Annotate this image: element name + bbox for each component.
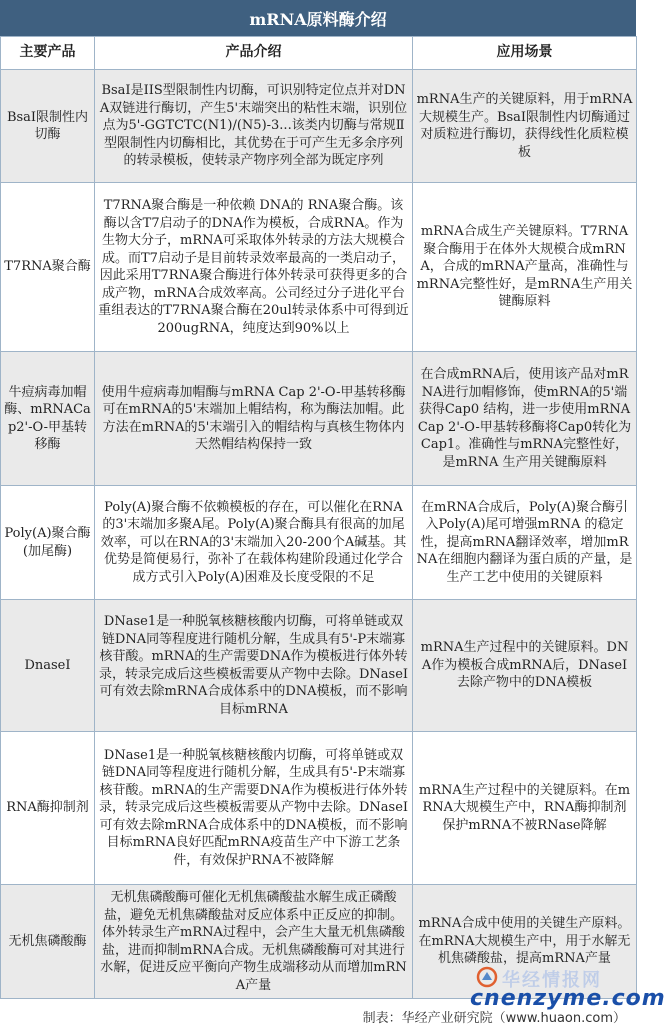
product-intro: DNase1是一种脱氧核糖核酸内切酶，可将单链或双链DNA同等程度进行随机分解，生成具有5'-P末端寡核苷酸。mRNA的生产需要DNA作为模板进行体外转录，转录完成后这些模板需要从产物中去除。DNaseI可有效去除mRNA合成体系中的DNA模板，而不影响目标mRNA [95, 600, 413, 732]
table-row [1, 352, 637, 486]
application-scenario: mRNA生产过程中的关键原料。DNA作为模板合成mRNA后，DNaseI去除产物中的DNA模板 [413, 600, 637, 732]
product-name: RNA酶抑制剂 [1, 732, 95, 885]
application-scenario: 在合成mRNA后，使用该产品对mRNA进行加帽修饰，使mRNA的5'端获得Cap0 结构，进一步使用mRNA Cap 2'-O-甲基转移酶将Cap0转化为Cap1。准确性与mRNA完整性好，是mRNA 生产用关键酶原料 [413, 352, 637, 486]
source-credit: 制表：华经产业研究院（www.huaon.com） [362, 1011, 626, 1026]
table-row [1, 183, 637, 352]
product-name: BsaI限制性内切酶 [1, 70, 95, 183]
logo-icon [476, 966, 498, 988]
product-intro: Poly(A)聚合酶不依赖模板的存在，可以催化在RNA的3'末端加多聚A尾。Poly(A)聚合酶具有很高的加尾效率，可以在RNA的3'末端加入20-200个A碱基。其优势是简便易行，弥补了在载体构建阶段通过化学合成方式引入Poly(A)困难及长度受限的不足 [95, 486, 413, 600]
product-intro: BsaI是IIS型限制性内切酶，可识别特定位点并对DNA双链进行酶切，产生5'末端突出的粘性末端，识别位点为5'-GGTCTC(N1)/(N5)-3...该类内切酶与常规Ⅱ型限制性内切酶相比，其优势在于可产生无多余序列的转录模板，使转录产物序列全部为既定序列 [95, 70, 413, 183]
product-intro: 使用牛痘病毒加帽酶与mRNA Cap 2'-O-甲基转移酶可在mRNA的5'末端加上帽结构，称为酶法加帽。此方法在mRNA的5'末端引入的帽结构与真核生物体内天然帽结构保持一致 [95, 352, 413, 486]
product-intro: 无机焦磷酸酶可催化无机焦磷酸盐水解生成正磷酸盐，避免无机焦磷酸盐对反应体系中正反应的抑制。体外转录生产mRNA过程中，会产生大量无机焦磷酸盐，进而抑制mRNA合成。无机焦磷酸酶可对其进行水解，促进反应平衡向产物生成端移动从而增加mRNA产量 [95, 885, 413, 999]
watermark-en: cnenzyme.com [470, 986, 666, 1011]
table-title: mRNA原料酶介绍 [0, 0, 636, 36]
product-name: 牛痘病毒加帽酶、mRNACap2'-O-甲基转移酶 [1, 352, 95, 486]
header-application: 应用场景 [413, 37, 637, 70]
table-row [1, 70, 637, 183]
header-intro: 产品介绍 [95, 37, 413, 70]
application-scenario: mRNA合成生产关键原料。T7RNA聚合酶用于在体外大规模合成mRNA，合成的mRNA产量高，准确性与mRNA完整性好，是mRNA生产用关键酶原料 [413, 183, 637, 352]
watermark-cn: 华经情报网 [502, 970, 602, 991]
application-scenario: 在mRNA合成后，Poly(A)聚合酶引入Poly(A)尾可增强mRNA 的稳定性，提高mRNA翻译效率，增加mRNA在细胞内翻译为蛋白质的产量，是生产工艺中使用的关键原料 [413, 486, 637, 600]
header-product: 主要产品 [1, 37, 95, 70]
product-intro: DNase1是一种脱氧核糖核酸内切酶，可将单链或双链DNA同等程度进行随机分解，生成具有5'-P末端寡核苷酸。mRNA的生产需要DNA作为模板进行体外转录，转录完成后这些模板需要从产物中去除。DNaseI可有效去除mRNA合成体系中的DNA模板，而不影响目标mRNA良好匹配mRNA疫苗生产中下游工艺条件，有效保护RNA不被降解 [95, 732, 413, 885]
product-name: Poly(A)聚合酶(加尾酶) [1, 486, 95, 600]
watermark [462, 966, 666, 1028]
product-intro: T7RNA聚合酶是一种依赖 DNA的 RNA聚合酶。该酶以含T7启动子的DNA作为模板，合成RNA。作为生物大分子，mRNA可采取体外转录的方法大规模合成。而T7启动子是目前转录效率最高的一类启动子，因此采用T7RNA聚合酶进行体外转录可获得更多的合成产物，mRNA合成效率高。公司经过分子进化平台重组表达的T7RNA聚合酶在20ul转录体系中可得到近200ugRNA，纯度达到90%以上 [95, 183, 413, 352]
table-row [1, 486, 637, 600]
application-scenario: mRNA合成中使用的关键生产原料。在mRNA大规模生产中，用于水解无机焦磷酸盐，提高mRNA产量 [413, 885, 637, 999]
product-name: 无机焦磷酸酶 [1, 885, 95, 999]
header-row [1, 37, 637, 70]
application-scenario: mRNA生产的关键原料，用于mRNA大规模生产。BsaI限制性内切酶通过对质粒进行酶切，获得线性化质粒模板 [413, 70, 637, 183]
table-row [1, 600, 637, 732]
enzyme-table [0, 36, 637, 999]
application-scenario: mRNA生产过程中的关键原料。在mRNA大规模生产中，RNA酶抑制剂保护mRNA不被RNase降解 [413, 732, 637, 885]
table-row [1, 732, 637, 885]
product-name: DnaseI [1, 600, 95, 732]
product-name: T7RNA聚合酶 [1, 183, 95, 352]
